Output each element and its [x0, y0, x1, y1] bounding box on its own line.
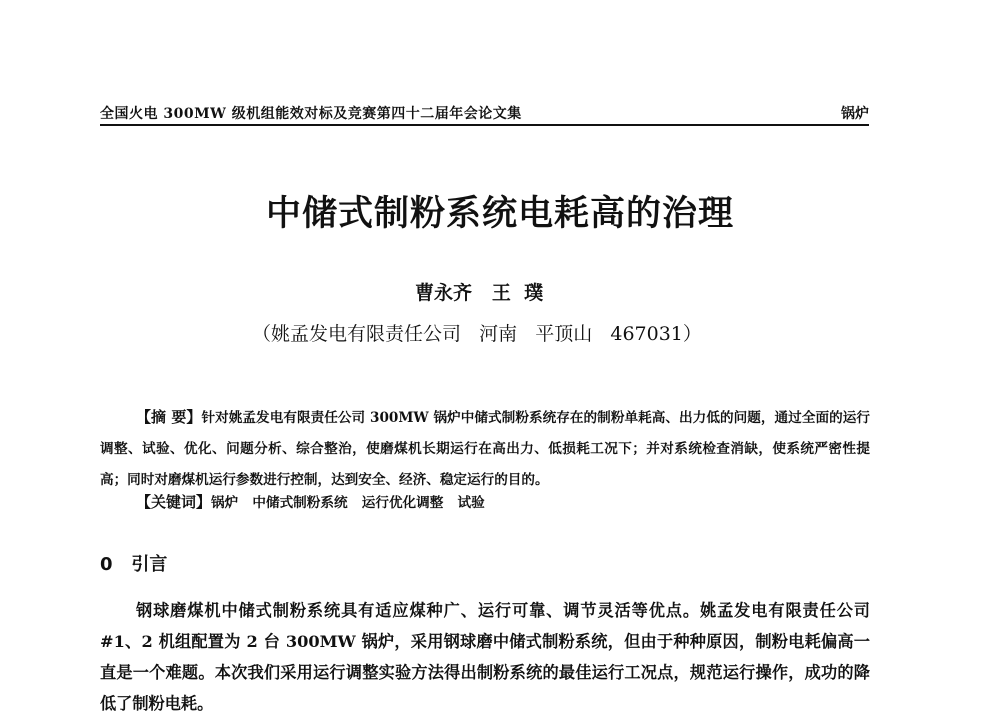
abstract-text: 针对姚孟发电有限责任公司 300MW 锅炉中储式制粉系统存在的制粉单耗高、出力低的问题，通过全面的运行调整、试验、优化、问题分析、综合整治，使磨煤机长期运行在高出力、低损耗工况下；并对系统检查消缺，使系统严密性提高；同时对磨煤机运行参数进行控制，达到安全、经济、稳定运行的目的。	[100, 410, 870, 488]
keywords-text: 锅炉 中储式制粉系统 运行优化调整 试验	[211, 495, 485, 511]
running-header-right: 锅炉	[841, 106, 869, 122]
body-paragraph: 钢球磨煤机中储式制粉系统具有适应煤种广、运行可靠、调节灵活等优点。姚孟发电有限责任公司#1、2 机组配置为 2 台 300MW 锅炉，采用钢球磨中储式制粉系统，但由于种种原因，制粉电耗偏高一直是一个难题。本次我们采用运行调整实验方法得出制粉系统的最佳运行工况点，规范运行操作，成功的降低了制粉电耗。	[100, 601, 870, 713]
authors: 曹永齐 王 璞	[415, 282, 544, 304]
paper-title: 中储式制粉系统电耗高的治理	[265, 194, 734, 234]
header-rule	[100, 124, 869, 126]
keywords	[136, 491, 485, 512]
running-header-left: 全国火电 300MW 级机组能效对标及竞赛第四十二届年会论文集	[100, 106, 522, 122]
keywords-label: 【关键词】	[136, 493, 212, 511]
abstract-label: 【摘 要】	[136, 408, 202, 426]
affiliation: （姚孟发电有限责任公司 河南 平顶山 467031）	[252, 323, 702, 345]
abstract	[100, 402, 870, 496]
section-heading: 0 引言	[100, 554, 168, 575]
